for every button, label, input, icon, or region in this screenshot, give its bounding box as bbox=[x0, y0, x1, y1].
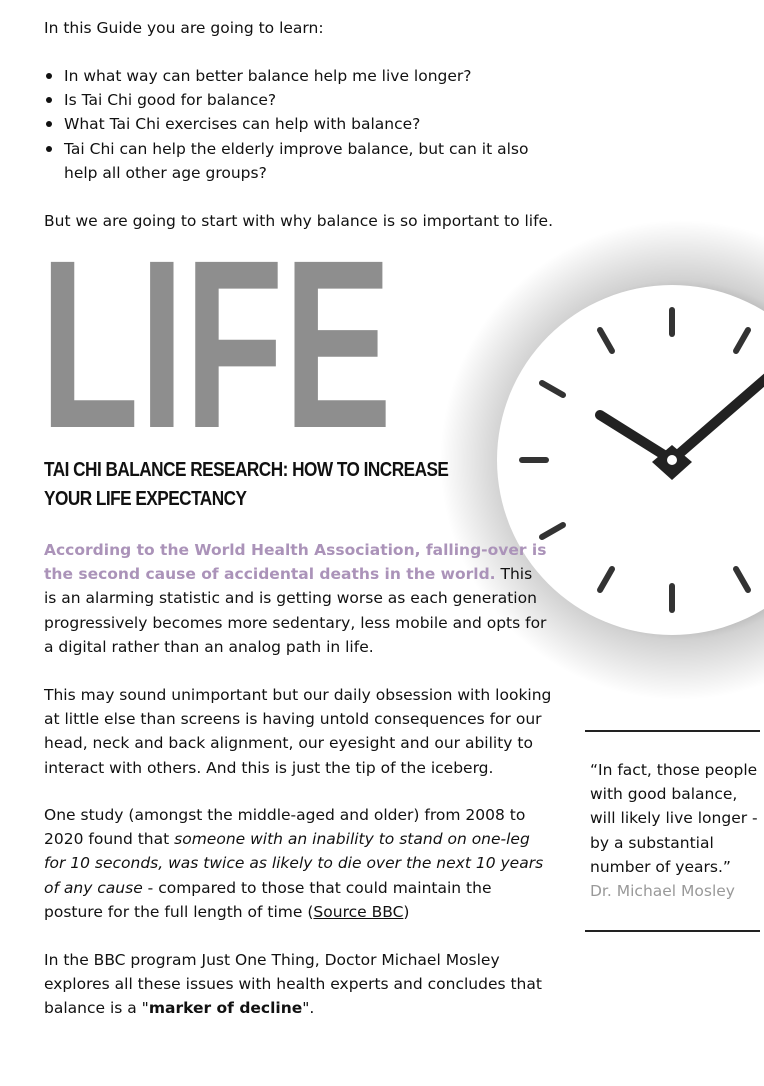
life-word-text: LIFE bbox=[40, 249, 392, 427]
italic-text: someone with an inability to stand on one-leg for 10 seconds, was twice as likely to die over the next 10 years of any cause bbox=[44, 830, 544, 897]
paragraph-bbc bbox=[44, 948, 554, 1021]
paragraph-text: In the BBC program Just One Thing, Doctor Michael Mosley explores all these issues with health experts and concludes that balance is a " bbox=[44, 951, 542, 1018]
paragraph-study bbox=[44, 803, 554, 924]
paragraph-text: This is an alarming statistic and is getting worse as each generation progressively becomes more sedentary, less mobile and opts for a digital rather than an analog path in life. bbox=[44, 565, 547, 656]
paragraph-statistic bbox=[44, 538, 549, 659]
paragraph-text: ". bbox=[302, 999, 315, 1018]
paragraph-screens: This may sound unimportant but our daily obsession with looking at little else than screens is having untold consequences for our head, neck and back alignment, our eyesight and our ability to interact with others. And this is just the tip of the iceberg. bbox=[44, 686, 552, 777]
list-item: Is Tai Chi good for balance? bbox=[44, 88, 564, 112]
list-item: Tai Chi can help the elderly improve balance, but can it also help all other age groups? bbox=[44, 137, 564, 185]
intro-text: In this Guide you are going to learn: bbox=[44, 19, 324, 37]
learning-list bbox=[44, 64, 564, 185]
paragraph-text: - compared to those that could maintain the posture for the full length of time ( bbox=[44, 878, 492, 921]
paragraph-text: ) bbox=[403, 902, 410, 921]
pull-quote-text: “In fact, those people with good balance, will likely live longer - by a substantial number of years.” bbox=[590, 761, 758, 876]
hand-pin bbox=[667, 455, 677, 465]
list-item: In what way can better balance help me live longer? bbox=[44, 64, 564, 88]
life-word bbox=[40, 249, 400, 427]
start-text: But we are going to start with why balance is so important to life. bbox=[44, 212, 554, 230]
source-link[interactable]: Source BBC bbox=[313, 902, 404, 921]
paragraph-text: One study (amongst the middle-aged and older) from 2008 to 2020 found that bbox=[44, 806, 526, 849]
section-heading: TAI CHI BALANCE RESEARCH: HOW TO INCREASE YOUR LIFE EXPECTANCY bbox=[44, 459, 449, 510]
pull-quote-author: Dr. Michael Mosley bbox=[590, 882, 735, 900]
bold-text: marker of decline bbox=[148, 999, 303, 1018]
list-item: What Tai Chi exercises can help with balance? bbox=[44, 112, 564, 136]
highlight-text: According to the World Health Association, falling-over is the second cause of accidental deaths in the world. bbox=[44, 541, 547, 584]
